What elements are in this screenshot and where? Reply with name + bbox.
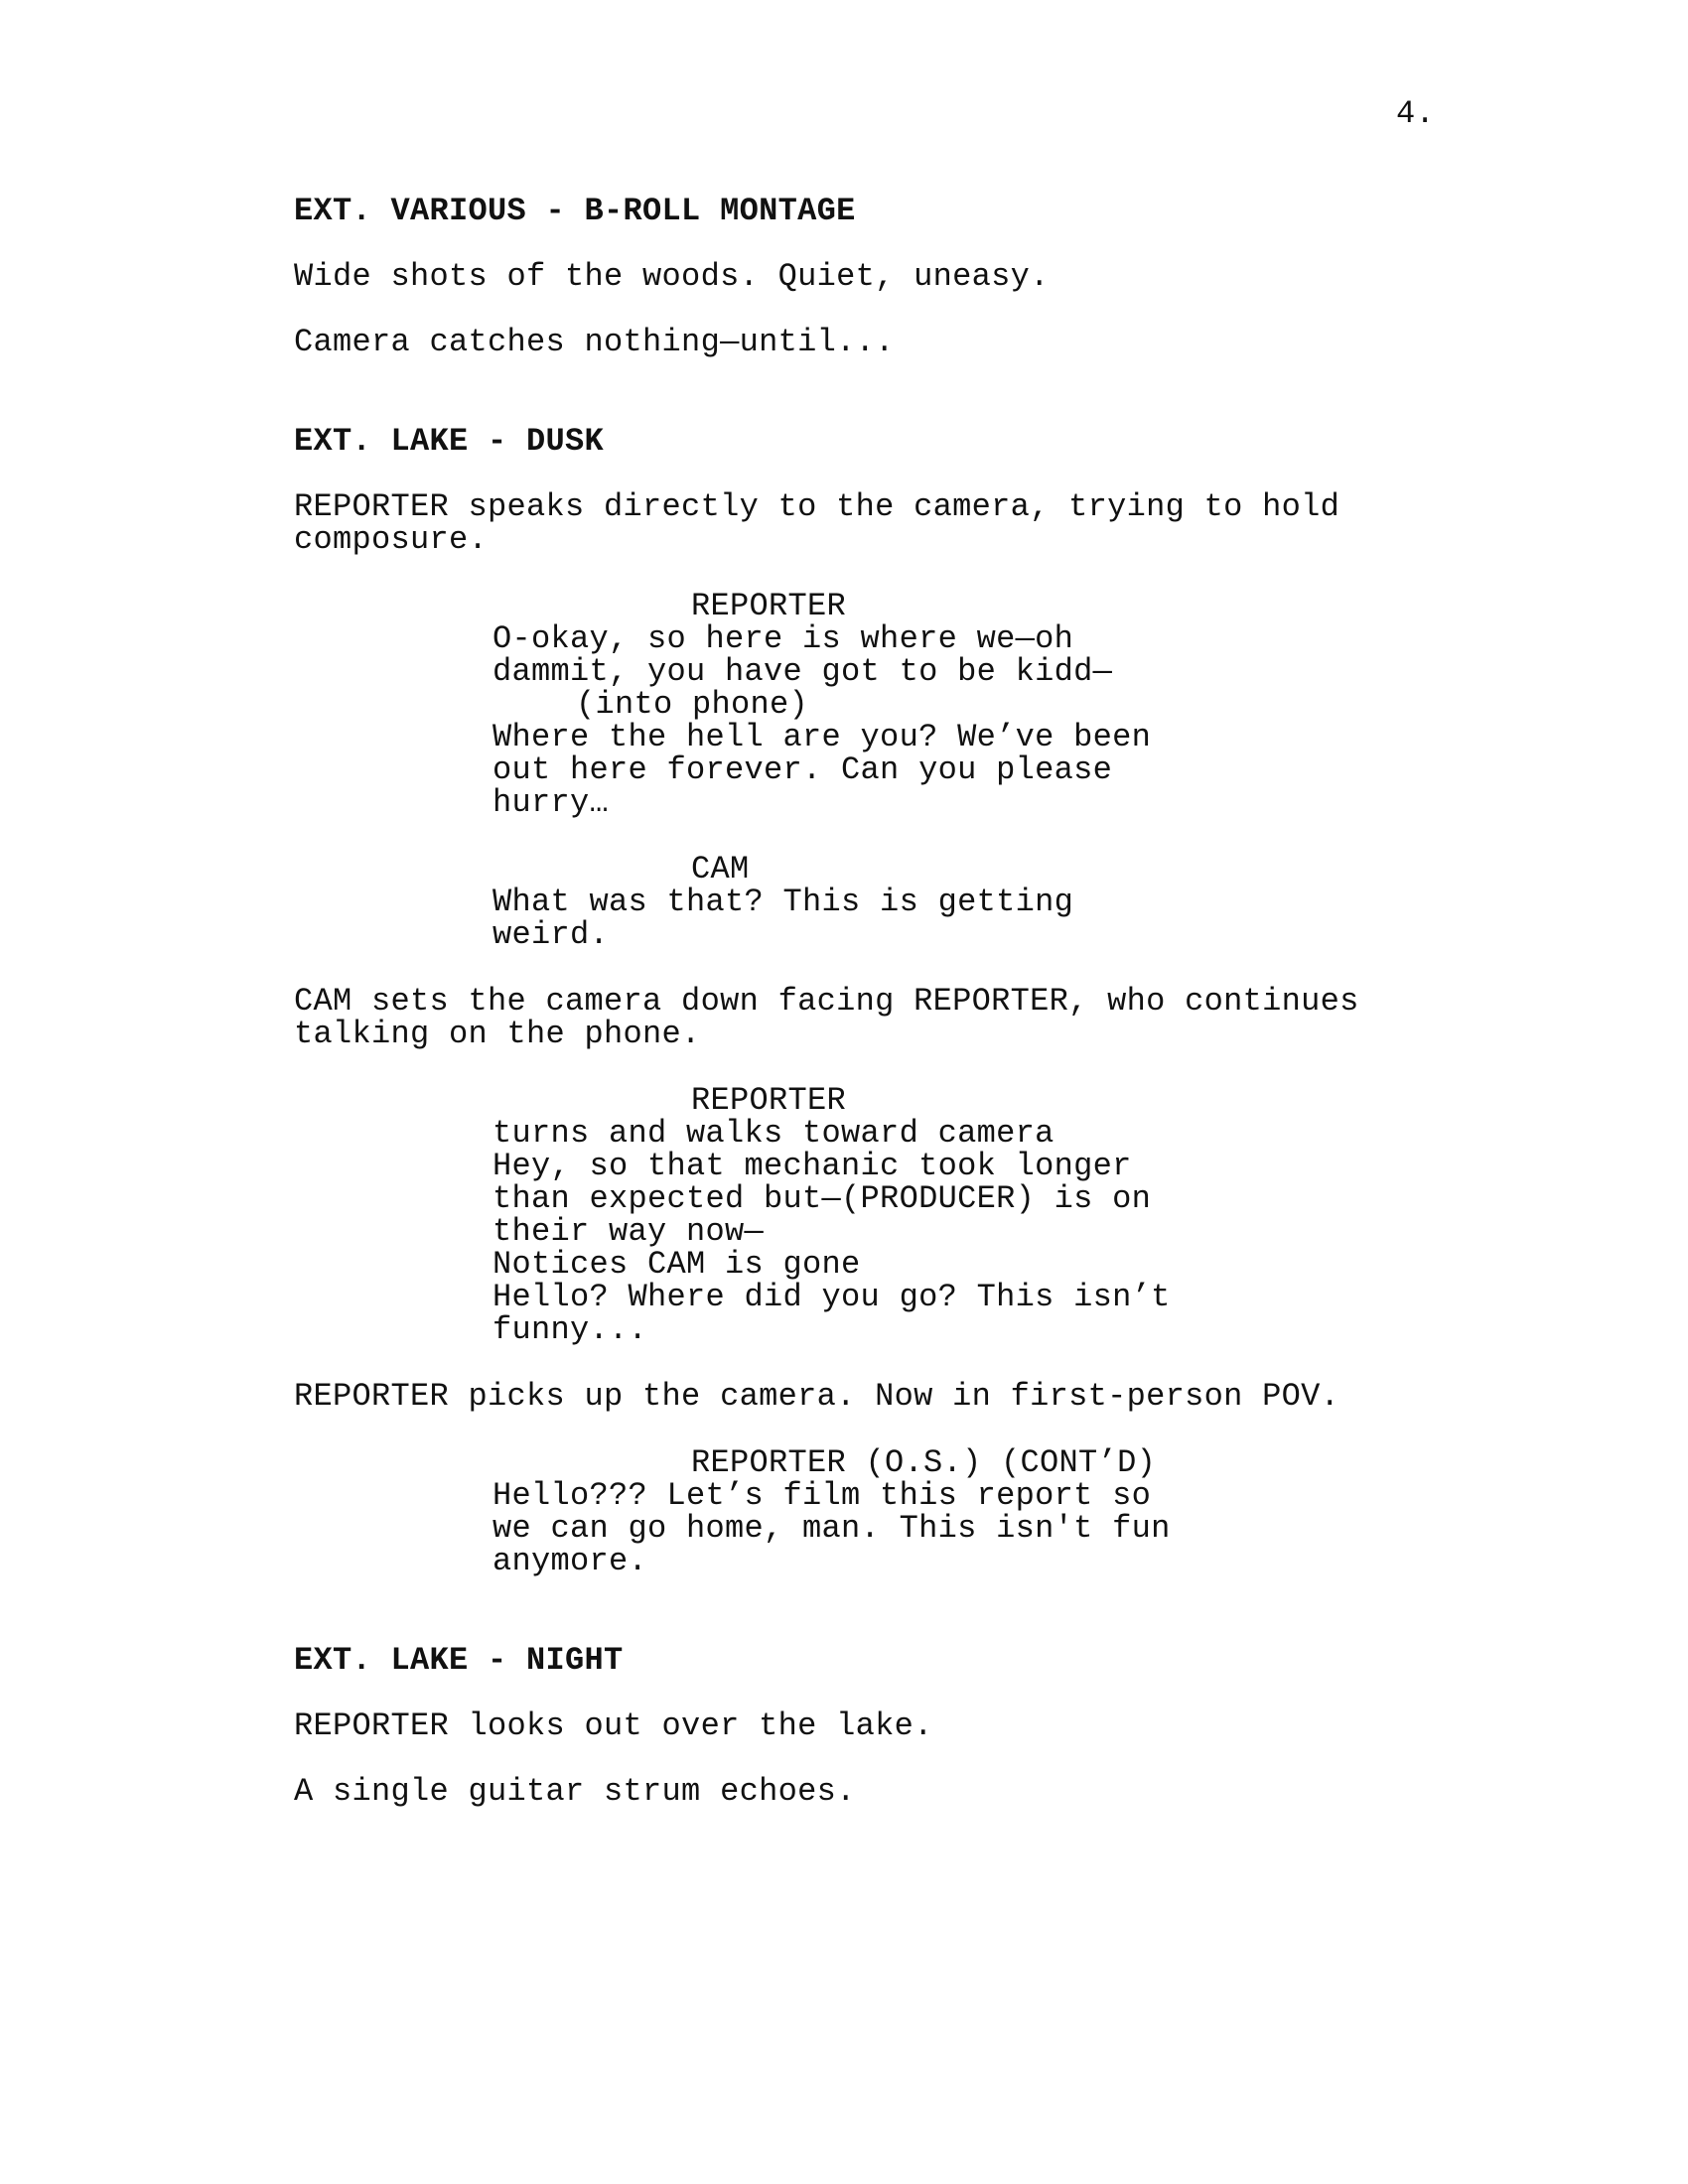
character-name: REPORTER <box>691 588 847 624</box>
scene-heading-lake-dusk: EXT. LAKE - DUSK <box>294 423 605 460</box>
action-line: A single guitar strum echoes. <box>294 1773 856 1810</box>
action-line: CAM sets the camera down facing REPORTER, who continues <box>294 983 1359 1020</box>
action-line: talking on the phone. <box>294 1016 701 1052</box>
dialogue-line: Hello? Where did you go? This isn’t <box>492 1279 1171 1315</box>
action-line: REPORTER speaks directly to the camera, trying to hold <box>294 488 1340 525</box>
dialogue-line: anymore. <box>492 1543 648 1579</box>
character-name: REPORTER <box>691 1082 847 1119</box>
dialogue-line: weird. <box>492 916 610 953</box>
dialogue-line: dammit, you have got to be kidd— <box>492 653 1113 690</box>
dialogue-line: Hey, so that mechanic took longer <box>492 1148 1132 1184</box>
action-line: composure. <box>294 521 489 558</box>
character-name: REPORTER (O.S.) (CONT’D) <box>691 1444 1157 1481</box>
dialogue-line: O-okay, so here is where we—oh <box>492 620 1074 657</box>
dialogue-line: out here forever. Can you please <box>492 751 1113 788</box>
dialogue-line: we can go home, man. This isn't fun <box>492 1510 1171 1547</box>
dialogue-line: funny... <box>492 1311 648 1348</box>
dialogue-line: Notices CAM is gone <box>492 1246 861 1283</box>
dialogue-line: turns and walks toward camera <box>492 1115 1055 1152</box>
dialogue-line: What was that? This is getting <box>492 884 1074 920</box>
dialogue-line: hurry… <box>492 784 610 821</box>
action-line: REPORTER looks out over the lake. <box>294 1707 933 1744</box>
dialogue-line: Hello??? Let’s film this report so <box>492 1477 1152 1514</box>
scene-heading-broll: EXT. VARIOUS - B-ROLL MONTAGE <box>294 193 856 229</box>
action-line: REPORTER picks up the camera. Now in first-person POV. <box>294 1378 1340 1415</box>
action-line: Wide shots of the woods. Quiet, uneasy. <box>294 258 1050 295</box>
dialogue-line: than expected but—(PRODUCER) is on <box>492 1180 1152 1217</box>
dialogue-line: their way now— <box>492 1213 765 1250</box>
page-number: 4. <box>1396 95 1436 132</box>
dialogue-line: Where the hell are you? We’ve been <box>492 719 1152 755</box>
action-line: Camera catches nothing—until... <box>294 324 895 360</box>
character-name: CAM <box>691 851 750 887</box>
scene-heading-lake-night: EXT. LAKE - NIGHT <box>294 1642 624 1679</box>
parenthetical: (into phone) <box>576 686 809 723</box>
